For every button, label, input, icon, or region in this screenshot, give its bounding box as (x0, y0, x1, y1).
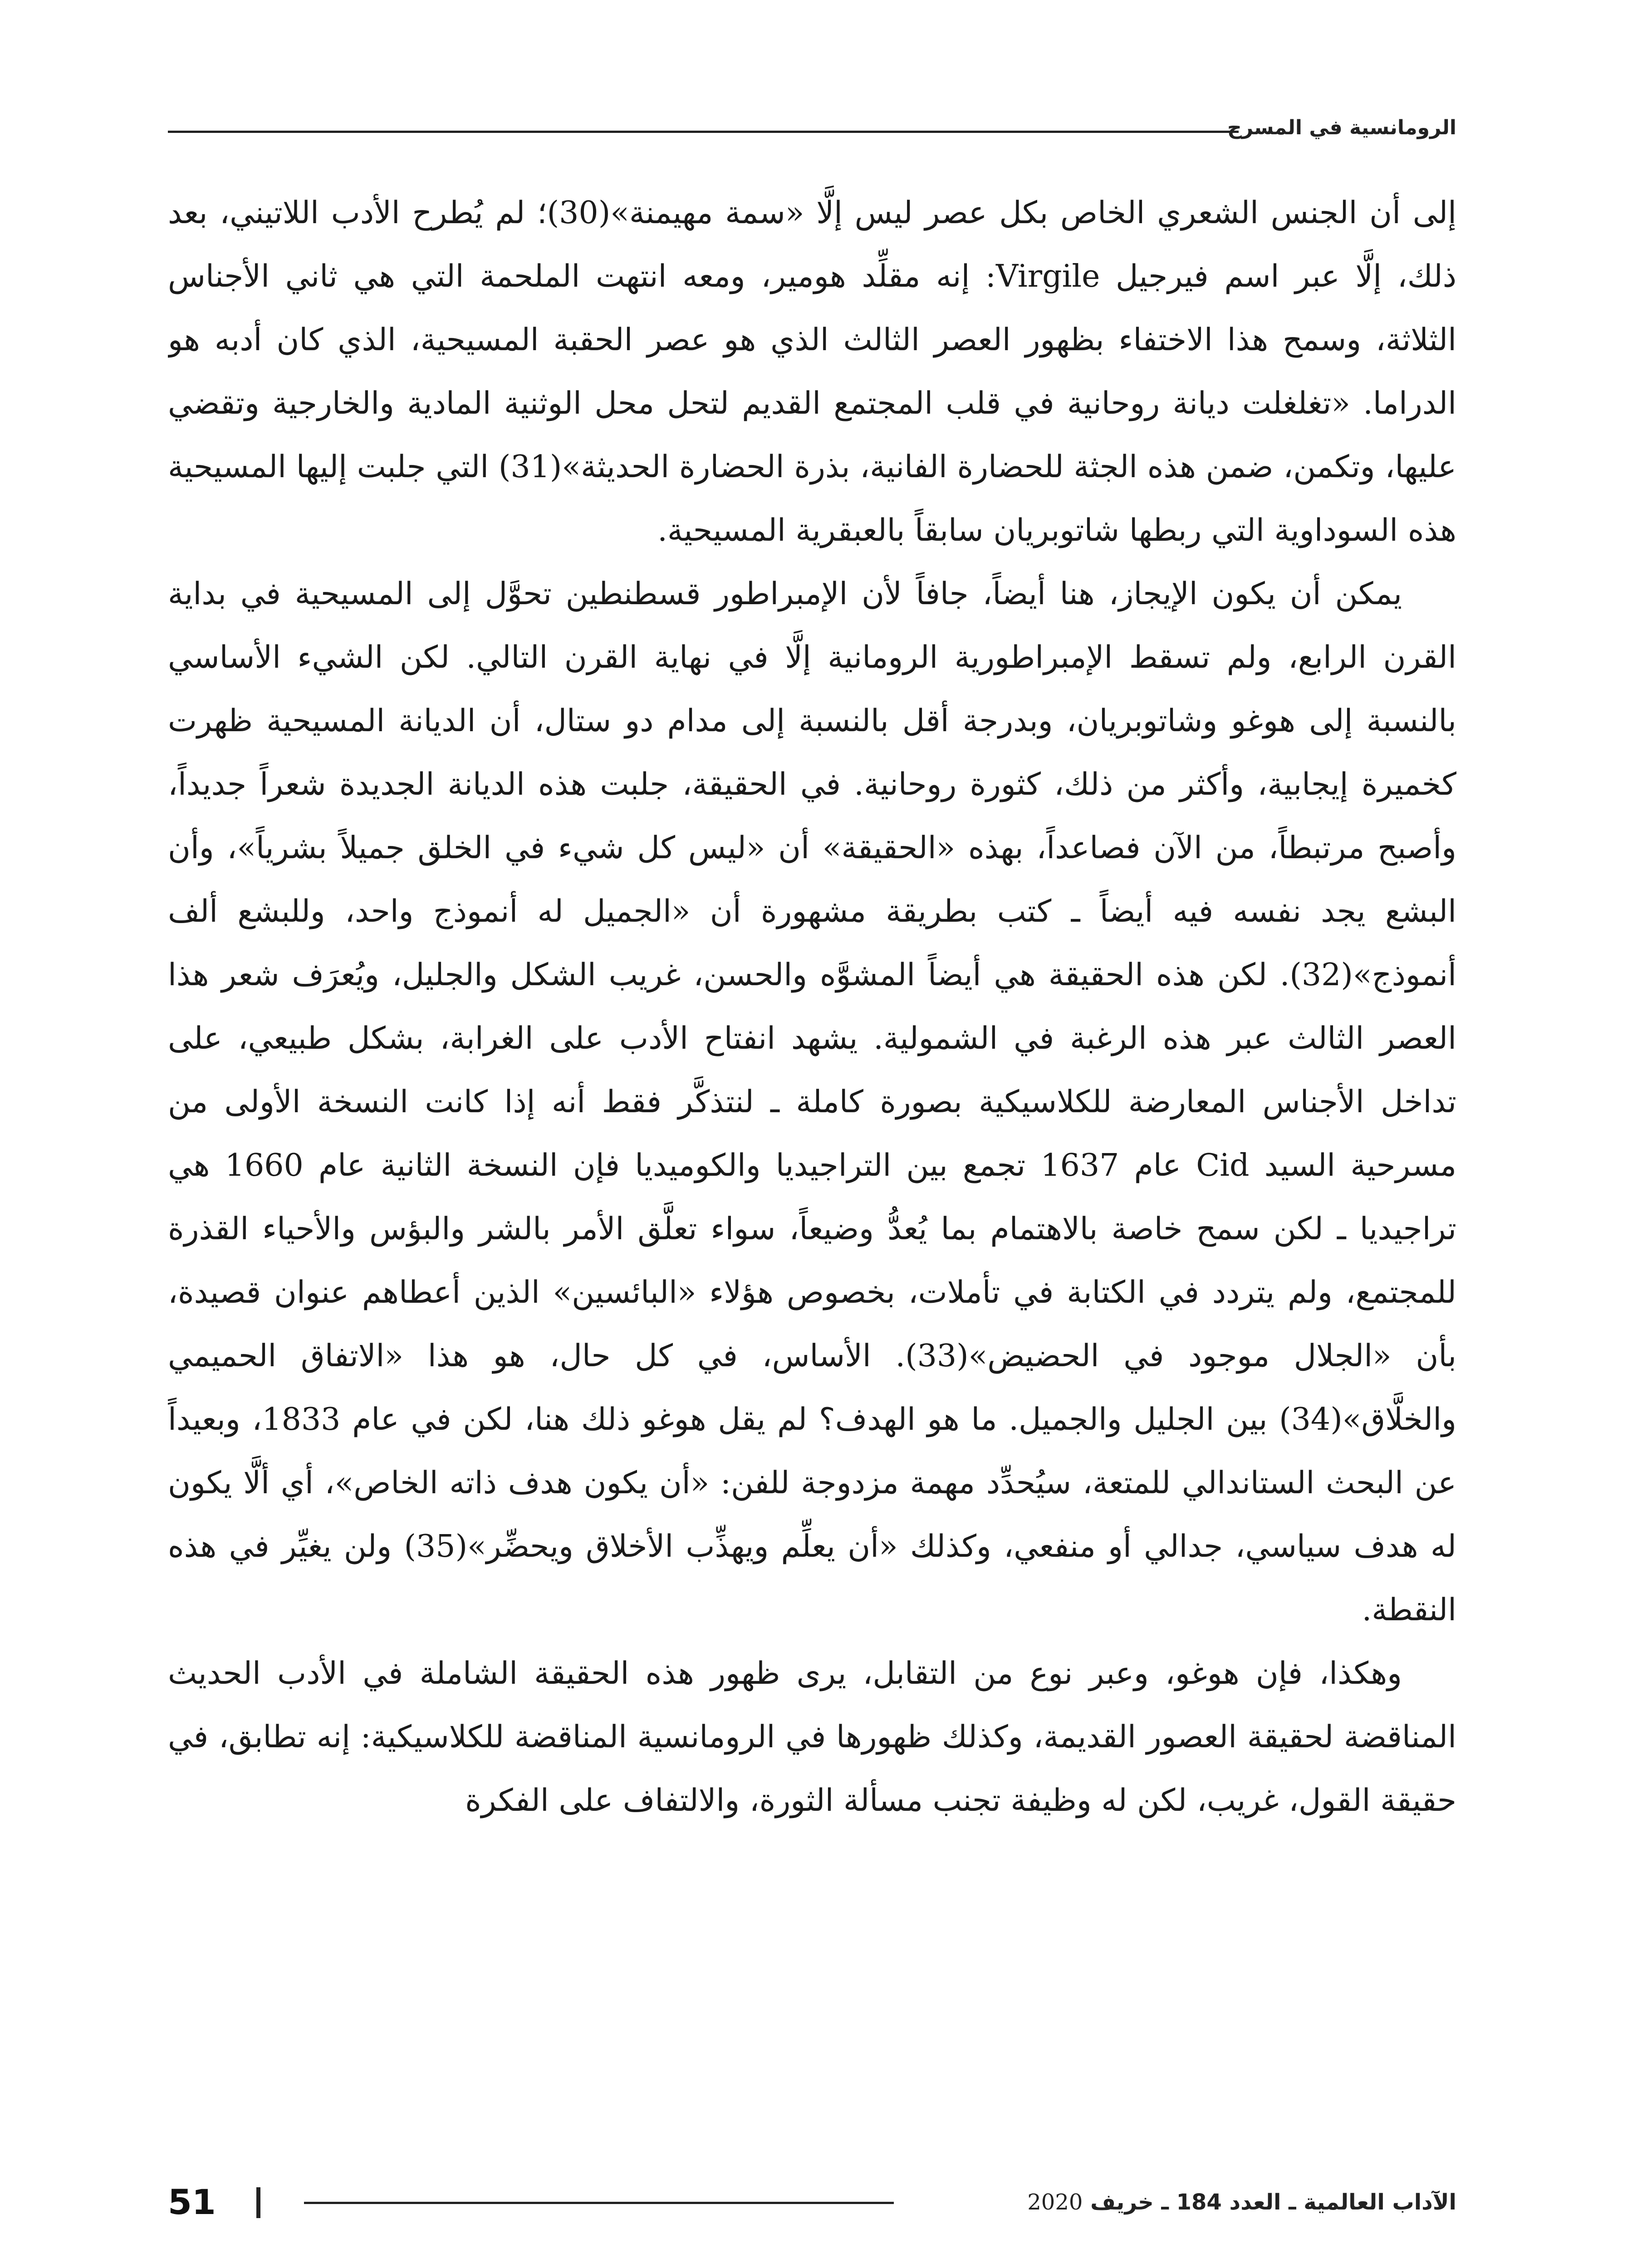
footer-rule (304, 2202, 894, 2204)
paragraph-2: يمكن أن يكون الإيجاز، هنا أيضاً، جافاً لأن الإمبراطور قسطنطين تحوَّل إلى المسيحية في بداية القرن الرابع، ولم تسقط الإمبراطورية الرومانية إلَّا في نهاية القرن التالي. لكن الشيء الأساسي بالنسبة إلى هوغو وشاتوبريان، وبدرجة أقل بالنسبة إلى مدام دو ستال، أن الديانة المسيحية ظهرت كخميرة إيجابية، وأكثر من ذلك، كثورة روحانية. في الحقيقة، جلبت هذه الديانة الجديدة شعراً جديداً، وأصبح مرتبطاً، من الآن فصاعداً، بهذه «الحقيقة» أن «ليس كل شيء في الخلق جميلاً بشرياً»، وأن البشع يجد نفسه فيه أيضاً ـ كتب بطريقة مشهورة أن «الجميل له أنموذج واحد، وللبشع ألف أنموذج»(32). لكن هذه الحقيقة هي أيضاً المشوَّه والحسن، غريب الشكل والجليل، ويُعرَف شعر هذا العصر الثالث عبر هذه الرغبة في الشمولية. يشهد انفتاح الأدب على الغرابة، بشكل طبيعي، على تداخل الأجناس المعارضة للكلاسيكية بصورة كاملة ـ لنتذكَّر فقط أنه إذا كانت النسخة الأولى من مسرحية السيد Cid عام 1637 تجمع بين التراجيديا والكوميديا فإن النسخة الثانية عام 1660 هي تراجيديا ـ لكن سمح خاصة بالاهتمام بما يُعدُّ وضيعاً، سواء تعلَّق الأمر بالشر والبؤس والأحياء القذرة للمجتمع، ولم يتردد في الكتابة في تأملات، بخصوص هؤلاء «البائسين» الذين أعطاهم عنوان قصيدة، بأن «الجلال موجود في الحضيض»(33). الأساس، في كل حال، هو هذا «الاتفاق الحميمي والخلَّاق»(34) بين الجليل والجميل. ما هو الهدف؟ لم يقل هوغو ذلك هنا، لكن في عام 1833، وبعيداً عن البحث الستاندالي للمتعة، سيُحدِّد مهمة مزدوجة للفن: «أن يكون هدف ذاته الخاص»، أي ألَّا يكون له هدف سياسي، جدالي أو منفعي، وكذلك «أن يعلِّم ويهذِّب الأخلاق ويحضِّر»(35) ولن يغيِّر في هذه النقطة. (168, 576, 1456, 1628)
page-header (168, 110, 1456, 146)
header-rule (168, 131, 1239, 133)
paragraph-3: وهكذا، فإن هوغو، وعبر نوع من التقابل، يرى ظهور هذه الحقيقة الشاملة في الأدب الحديث المناقضة لحقيقة العصور القديمة، وكذلك ظهورها في الرومانسية المناقضة للكلاسيكية: إنه تطابق، في حقيقة القول، غريب، لكن له وظيفة تجنب مسألة الثورة، والالتفاف على الفكرة (168, 1656, 1456, 1818)
paragraph-1: إلى أن الجنس الشعري الخاص بكل عصر ليس إلَّا «سمة مهيمنة»(30)؛ لم يُطرح الأدب اللاتيني، بعد ذلك، إلَّا عبر اسم فيرجيل Virgile: إنه مقلِّد هومير، ومعه انتهت الملحمة التي هي ثاني الأجناس الثلاثة، وسمح هذا الاختفاء بظهور العصر الثالث الذي هو عصر الحقبة المسيحية، الذي كان أدبه هو الدراما. «تغلغلت ديانة روحانية في قلب المجتمع القديم لتحل محل الوثنية المادية والخارجية وتقضي عليها، وتكمن، ضمن هذه الجثة للحضارة الفانية، بذرة الحضارة الحديثة»(31) التي جلبت إليها المسيحية هذه السوداوية التي ربطها شاتوبريان سابقاً بالعبقرية المسيحية. (168, 195, 1456, 548)
page-number: 51 (168, 2182, 216, 2222)
article-body (168, 181, 1456, 2109)
page-footer (168, 2177, 1456, 2227)
footer-separator (256, 2187, 260, 2218)
journal-name: الآداب العالمية ـ العدد 184 ـ خريف (1090, 2190, 1456, 2215)
running-title: الرومانسية في المسرح (1227, 116, 1456, 139)
journal-issue (1027, 2177, 1456, 2227)
issue-year: 2020 (1027, 2190, 1083, 2215)
